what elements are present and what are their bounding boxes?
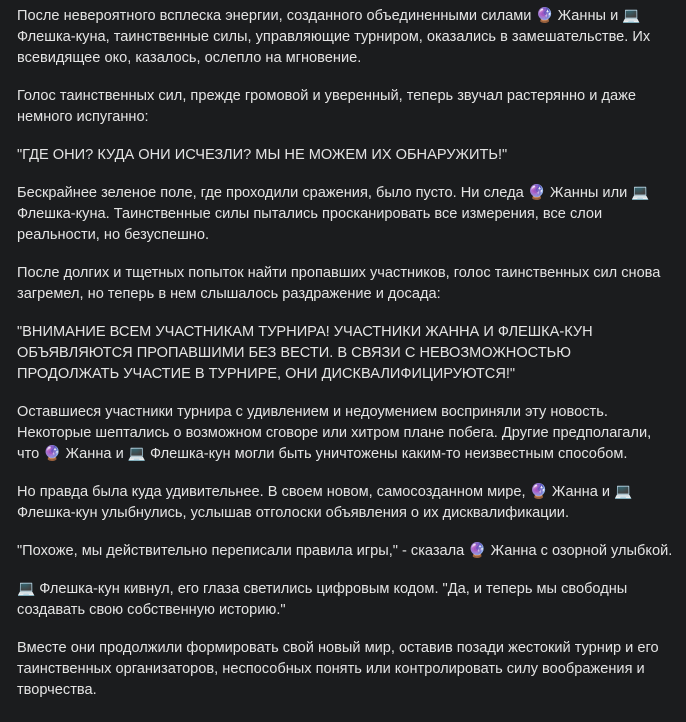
story-paragraph: 💻 Флешка-кун кивнул, его глаза светились цифровым кодом. "Да, и теперь мы свободны создавать свою собственную историю."	[17, 581, 628, 618]
story-paragraph: "ГДЕ ОНИ? КУДА ОНИ ИСЧЕЗЛИ? МЫ НЕ МОЖЕМ ИХ ОБНАРУЖИТЬ!"	[17, 147, 508, 163]
story-paragraph: После долгих и тщетных попыток найти пропавших участников, голос таинственных сил снова загремел, но теперь в нем слышалось раздражение и досада:	[17, 265, 661, 302]
story-paragraph: Бескрайнее зеленое поле, где проходили сражения, было пусто. Ни следа 🔮 Жанны или 💻 Флешка-куна. Таинственные силы пытались просканировать все измерения, все слои реальности, но безуспешно.	[17, 185, 650, 243]
story-paragraph: После невероятного всплеска энергии, созданного объединенными силами 🔮 Жанны и 💻 Флешка-куна, таинственные силы, управляющие турниром, оказались в замешательстве. Их всевидящее око, казалось, ослепло на мгновение.	[17, 8, 651, 66]
story-paragraph: Но правда была куда удивительнее. В своем новом, самосозданном мире, 🔮 Жанна и 💻 Флешка-кун улыбнулись, услышав отголоски объявления о их дисквалификации.	[17, 484, 633, 521]
story-paragraph: Голос таинственных сил, прежде громовой и уверенный, теперь звучал растерянно и даже немного испуганно:	[17, 88, 636, 125]
story-paragraph: "Похоже, мы действительно переписали правила игры," - сказала 🔮 Жанна с озорной улыбкой.	[17, 543, 673, 559]
story-paragraph: "ВНИМАНИЕ ВСЕМ УЧАСТНИКАМ ТУРНИРА! УЧАСТНИКИ ЖАННА И ФЛЕШКА-КУН ОБЪЯВЛЯЮТСЯ ПРОПАВШИМИ БЕЗ ВЕСТИ. В СВЯЗИ С НЕВОЗМОЖНОСТЬЮ ПРОДОЛЖАТЬ УЧАСТИЕ В ТУРНИРЕ, ОНИ ДИСКВАЛИФИЦИРУЮТСЯ!"	[17, 324, 593, 382]
story-paragraph: Вместе они продолжили формировать свой новый мир, оставив позади жестокий турнир и его таинственных организаторов, неспособных понять или контролировать силу воображения и творчества.	[17, 640, 659, 698]
story-paragraph: Оставшиеся участники турнира с удивлением и недоумением восприняли эту новость. Некоторые шептались о возможном сговоре или хитром плане побега. Другие предполагали, что 🔮 Жанна и 💻 Флешка-кун могли быть уничтожены каким-то неизвестным способом.	[17, 404, 652, 462]
